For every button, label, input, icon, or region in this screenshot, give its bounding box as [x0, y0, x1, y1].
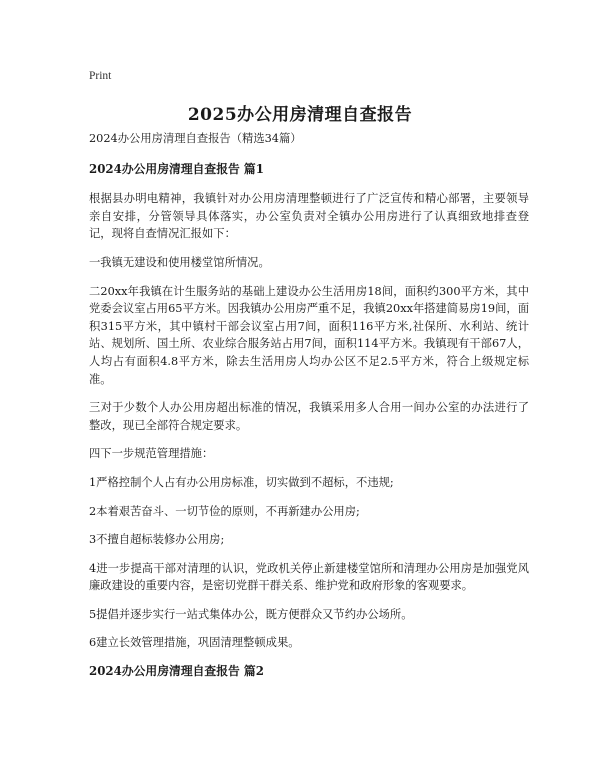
paragraph: 四下一步规范管理措施： [89, 447, 214, 461]
list-item: 1严格控制个人占有办公用房标准，切实做到不超标，不违规; [89, 475, 394, 489]
list-item: 2本着艰苦奋斗、一切节俭的原则，不再新建办公用房; [89, 504, 360, 518]
paragraph: 根据县办明电精神，我镇针对办公用房清理整顿进行了广泛宣传和精心部署，主要领导亲自安排，分管领导具体落实，办公室负责对全镇办公用房进行了认真细致地排查登记，现将自查情况汇报如下： [89, 192, 529, 241]
paragraph: 一我镇无建设和使用楼堂馆所情况。 [89, 255, 270, 269]
list-item: 5提倡并逐步实行一站式集体办公，既方便群众又节约办公场所。 [89, 607, 413, 621]
paragraph: 三对于少数个人办公用房超出标准的情况，我镇采用多人合用一间办公室的办法进行了整改，现已全部符合规定要求。 [89, 401, 529, 432]
print-link[interactable]: Print [89, 70, 112, 82]
subtitle: 2024办公用房清理自查报告（精选34篇） [89, 132, 302, 145]
list-item: 4进一步提高干部对清理的认识，党政机关停止新建楼堂馆所和清理办公用房是加强党风廉政建设的重要内容，是密切党群干群关系、维护党和政府形象的客观要求。 [89, 561, 529, 593]
list-item: 6建立长效管理措施，巩固清理整顿成果。 [89, 636, 300, 650]
page-title: 2025办公用房清理自查报告 [187, 105, 413, 125]
section-heading: 2024办公用房清理自查报告 篇2 [89, 664, 264, 679]
list-item: 3不擅自超标装修办公用房; [89, 533, 225, 547]
paragraph: 二20xx年我镇在计生服务站的基础上建设办公生活用房18间，面积约300平方米，其中党委会议室占用65平方米。因我镇办公用房严重不足，我镇20xx年搭建简易房19间，面积315平方米，其中镇村干部会议室占用7间，面积116平方米,社保所、水利站、统计站、规划所、国土所、农业综合服务站占用7间，面积114平方米。我镇现有干部67人，人均占有面积4.8平方米，除去生活用房人均办公区不足2.5平方米，符合上级规定标准。 [89, 284, 529, 386]
section-heading: 2024办公用房清理自查报告 篇1 [89, 161, 264, 176]
document-body [89, 130, 529, 693]
